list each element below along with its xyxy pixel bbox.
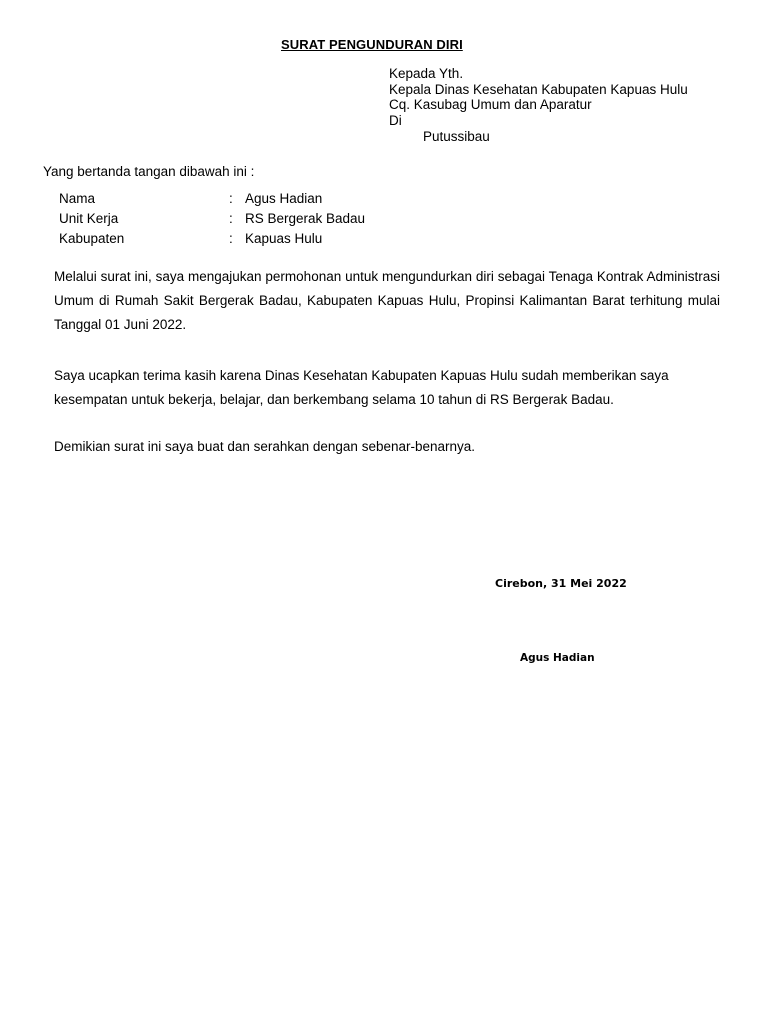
intro-text: Yang bertanda tangan dibawah ini : (43, 164, 255, 179)
identity-value: Agus Hadian (245, 191, 323, 206)
signer-name: Agus Hadian (520, 652, 595, 664)
paragraph-thanks: Saya ucapkan terima kasih karena Dinas Kesehatan Kabupaten Kapuas Hulu sudah memberikan saya kesempatan untuk bekerja, belajar, dan berkembang selama 10 tahun di RS Bergerak Badau. (54, 368, 669, 407)
recipient-line-1: Kepada Yth. (389, 66, 464, 81)
identity-row-unit (59, 209, 365, 229)
recipient-line-3: Cq. Kasubag Umum dan Aparatur (389, 97, 592, 112)
identity-label: Nama (59, 191, 96, 206)
identity-colon: : (229, 211, 233, 226)
recipient-line-2: Kepala Dinas Kesehatan Kabupaten Kapuas Hulu (389, 81, 688, 97)
identity-colon: : (229, 191, 233, 206)
identity-block (59, 189, 365, 249)
identity-row-regency (59, 229, 365, 249)
place-date: Cirebon, 31 Mei 2022 (495, 577, 627, 590)
recipient-line-5: Putussibau (423, 129, 490, 144)
letter-title: SURAT PENGUNDURAN DIRI (281, 37, 463, 52)
paragraph-closing: Demikian surat ini saya buat dan serahkan dengan sebenar-benarnya. (54, 439, 476, 454)
recipient-address (389, 66, 688, 145)
identity-value: RS Bergerak Badau (245, 211, 366, 226)
paragraph-resignation: Melalui surat ini, saya mengajukan permohonan untuk mengundurkan diri sebagai Tenaga Kontrak Administrasi Umum di Rumah Sakit Bergerak Badau, Kabupaten Kapuas Hulu, Propinsi Kalimantan Barat terhitung mulai Tanggal 01 Juni 2022. (54, 269, 720, 332)
recipient-line-4: Di (389, 112, 402, 128)
identity-row-name (59, 189, 365, 209)
identity-label: Kabupaten (59, 231, 125, 246)
identity-label: Unit Kerja (59, 211, 119, 226)
identity-colon: : (229, 231, 233, 246)
identity-value: Kapuas Hulu (245, 231, 323, 246)
